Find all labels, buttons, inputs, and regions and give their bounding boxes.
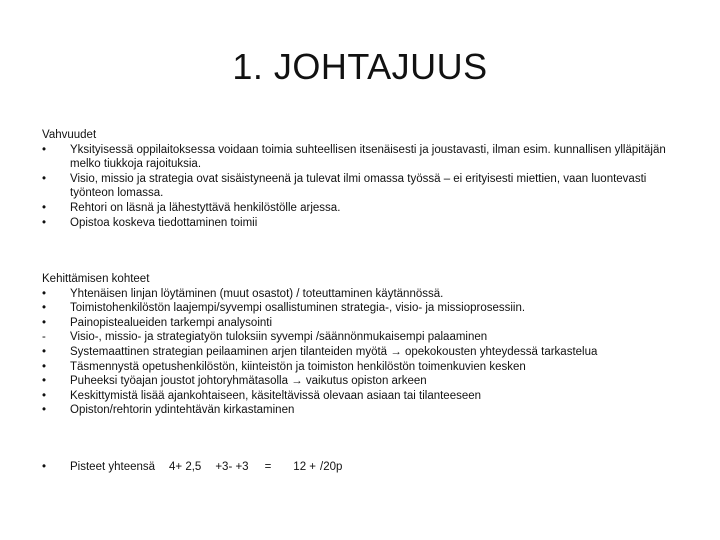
bullet: • <box>42 316 47 329</box>
list-item <box>42 389 692 404</box>
improvements-list <box>42 287 692 418</box>
list-item <box>42 316 692 331</box>
list-item <box>42 374 692 389</box>
strengths-heading: Vahvuudet <box>42 129 97 141</box>
bullet: • <box>42 404 47 417</box>
bullet: • <box>42 375 47 388</box>
score-total: 12 + <box>293 461 316 473</box>
bullet: • <box>42 287 47 300</box>
list-item <box>42 403 692 418</box>
bullet: • <box>42 461 47 473</box>
strengths-list <box>42 143 692 231</box>
score-values-2: +3- +3 <box>215 461 249 473</box>
page-title: 1. JOHTAJUUS <box>232 46 488 87</box>
score-label: Pisteet yhteensä <box>70 461 156 473</box>
list-item <box>42 301 692 316</box>
list-item-text: Rehtori on läsnä ja lähestyttävä henkilöstölle arjessa. <box>70 201 341 214</box>
improvements-section <box>42 272 692 418</box>
list-item <box>42 287 692 302</box>
list-item <box>42 345 692 360</box>
bullet: • <box>42 302 47 315</box>
list-item-text: Visio, missio ja strategia ovat sisäistyneenä ja tulevat ilmi omassa työssä – ei erityisesti miettien, vaan luontevasti työnteon lomassa. <box>70 172 647 200</box>
list-item-text: Täsmennystä opetushenkilöstön, kiinteistön ja toimiston henkilöstön toimenkuvien kesken <box>70 360 526 373</box>
list-item-text: Painopistealueiden tarkempi analysointi <box>70 316 273 329</box>
list-item <box>42 330 692 345</box>
bullet: • <box>42 216 47 229</box>
list-item-text: Visio-, missio- ja strategiatyön tuloksiin syvempi /säännönmukaisempi palaaminen <box>70 331 488 344</box>
bullet: • <box>42 172 47 185</box>
list-item-text: Puheeksi työajan joustot johtoryhmätasolla → vaikutus opiston arkeen <box>70 375 427 388</box>
bullet: • <box>42 345 47 358</box>
score-list <box>42 460 692 475</box>
score-equals: = <box>264 461 272 473</box>
list-item-text: Yhtenäisen linjan löytäminen (muut osastot) / toteuttaminen käytännössä. <box>70 287 444 300</box>
improvements-heading: Kehittämisen kohteet <box>42 273 150 285</box>
list-item-text: Opistoa koskeva tiedottaminen toimii <box>70 216 258 229</box>
list-item-text: Yksityisessä oppilaitoksessa voidaan toimia suhteellisen itsenäisesti ja joustavasti, ilman esim. kunnallisen ylläpitäjän melko tiukkoja rajoituksia. <box>70 143 666 171</box>
list-item <box>42 201 692 216</box>
list-item <box>42 172 692 201</box>
list-item-text: Systemaattinen strategian peilaaminen arjen tilanteiden myötä → opekokousten yhteydessä tarkastelua <box>70 345 598 358</box>
bullet: • <box>42 143 47 156</box>
strengths-section <box>42 128 692 230</box>
score-section <box>42 460 692 475</box>
bullet: • <box>42 389 47 402</box>
list-item-text: Toimistohenkilöstön laajempi/syvempi osallistuminen strategia-, visio- ja missioprosessiin. <box>70 302 526 315</box>
bullet: • <box>42 360 47 373</box>
score-max: /20p <box>320 461 343 473</box>
list-item <box>42 360 692 375</box>
list-item <box>42 143 692 172</box>
score-values: 4+ 2,5 <box>169 461 202 473</box>
list-item <box>42 216 692 231</box>
list-item-text: Opiston/rehtorin ydintehtävän kirkastaminen <box>70 404 295 417</box>
bullet: - <box>42 331 46 344</box>
bullet: • <box>42 201 47 214</box>
list-item-text: Keskittymistä lisää ajankohtaiseen, käsiteltävissä olevaan asiaan tai tilanteeseen <box>70 389 482 402</box>
score-line <box>42 460 692 475</box>
